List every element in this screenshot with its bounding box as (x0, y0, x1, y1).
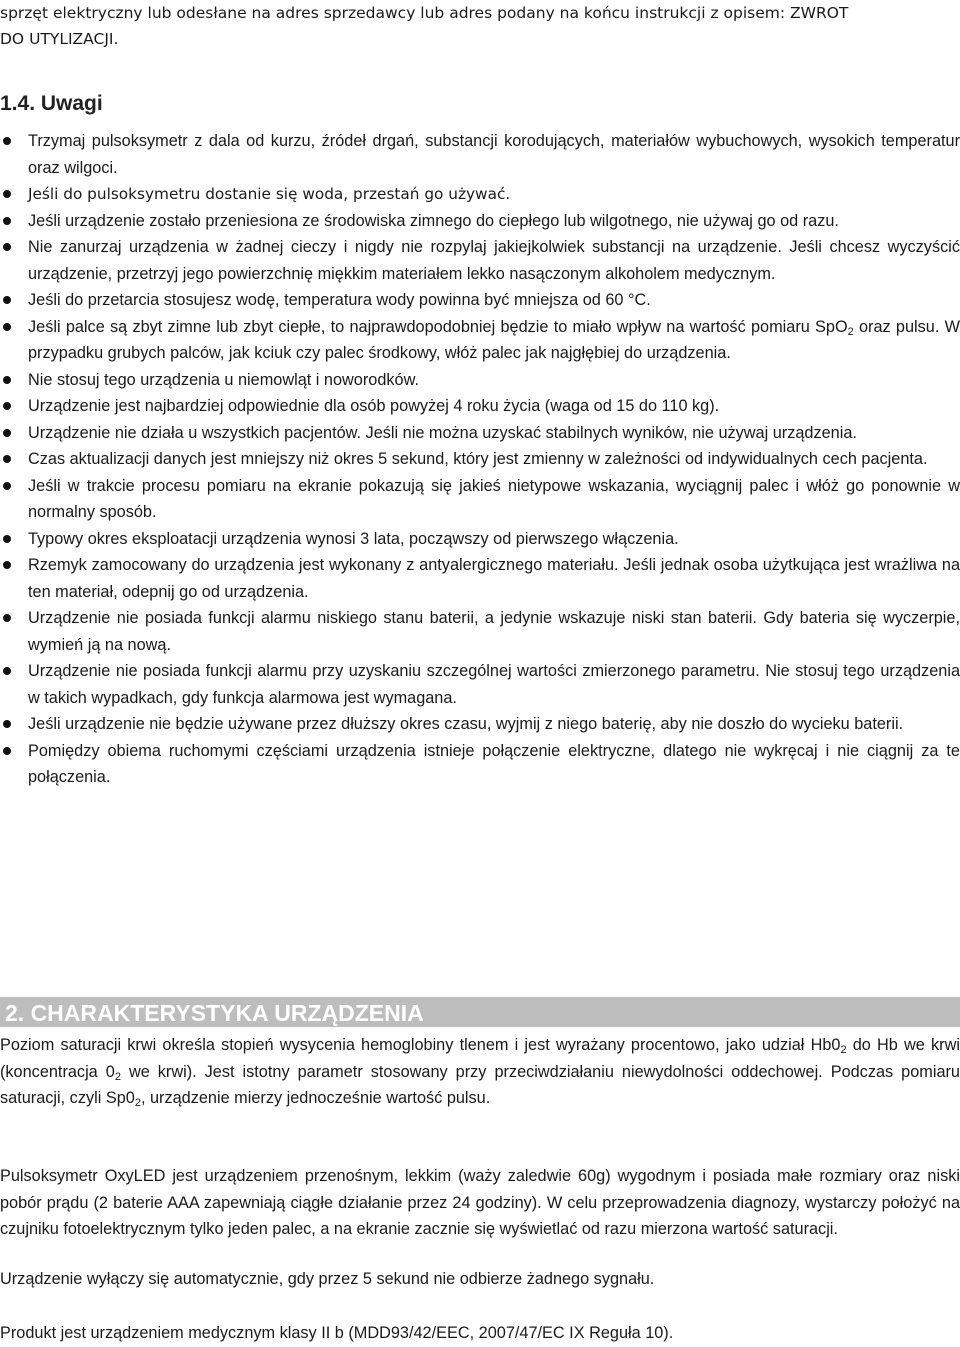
list-item: Rzemyk zamocowany do urządzenia jest wykonany z antyalergicznego materiału. Jeśli jednak osoba użytkująca jest wrażliwa na ten materiał, odepnij go od urządzenia. (0, 552, 960, 605)
bullet-icon (3, 667, 11, 675)
bullet-icon (3, 720, 11, 728)
list-item: Typowy okres eksploatacji urządzenia wynosi 3 lata, począwszy od pierwszego włączenia. (0, 526, 960, 553)
intro-line-2: DO UTYLIZACJI. (0, 30, 119, 48)
section-2-heading-bar (0, 997, 960, 1027)
bullet-icon (3, 402, 11, 410)
bullet-icon (3, 429, 11, 437)
list-item: Urządzenie nie posiada funkcji alarmu przy uzyskaniu szczególnej wartości zmierzonego parametru. Nie stosuj tego urządzenia w takich wypadkach, gdy funkcja alarmowa jest wymagana. (0, 658, 960, 711)
list-item: Nie zanurzaj urządzenia w żadnej cieczy i nigdy nie rozpylaj jakiejkolwiek substancji na urządzenie. Jeśli chcesz wyczyścić urządzenie, przetrzyj jego powierzchnię miękkim materiałem lekko nasączonym alkoholem medycznym. (0, 234, 960, 287)
list-item: Jeśli urządzenie nie będzie używane przez dłuższy okres czasu, wyjmij z niego baterię, aby nie doszło do wycieku baterii. (0, 711, 960, 738)
bullet-icon (3, 323, 11, 331)
bullet-icon (3, 747, 11, 755)
list-item: Czas aktualizacji danych jest mniejszy niż okres 5 sekund, który jest zmienny w zależności od indywidualnych cech pacjenta. (0, 446, 960, 473)
warnings-list (0, 128, 960, 791)
list-item: Jeśli w trakcie procesu pomiaru na ekranie pokazują się jakieś nietypowe wskazania, wyciągnij palec i włóż go ponownie w normalny sposób. (0, 473, 960, 526)
intro-line-1: sprzęt elektryczny lub odesłane na adres sprzedawcy lub adres podany na końcu instrukcji z opisem: ZWROT (0, 4, 849, 22)
bullet-icon (3, 614, 11, 622)
bullet-icon (3, 535, 11, 543)
paragraph-saturation: Poziom saturacji krwi określa stopień wysycenia hemoglobiny tlenem i jest wyrażany procentowo, jako udział $Hb0_2$ do Hb we krwi (koncentracja $0_2$ we krwi). Jest istotny parametr stosowany przy przeciwdziałaniu niewydolności oddechowej. Podczas pomiaru saturacji, czyli $Sp0_2$, urządzenie mierzy jednocześnie wartość pulsu. (0, 1036, 960, 1109)
bullet-icon (3, 376, 11, 384)
section-title: Uwagi (40, 92, 103, 115)
bullet-icon (3, 190, 11, 198)
list-item: Jeśli do pulsoksymetru dostanie się woda, przestań go używać. (0, 181, 960, 208)
list-item: Urządzenie nie posiada funkcji alarmu niskiego stanu baterii, a jedynie wskazuje niski stan baterii. Gdy bateria się wyczerpie, wymień ją na nową. (0, 605, 960, 658)
bullet-icon (3, 217, 11, 225)
list-item: Urządzenie nie działa u wszystkich pacjentów. Jeśli nie można uzyskać stabilnych wyników, nie używaj urządzenia. (0, 420, 960, 447)
section-number: 1.4. (0, 92, 36, 115)
bullet-icon (3, 243, 11, 251)
intro-text (0, 0, 960, 52)
list-item: Jeśli do przetarcia stosujesz wodę, temperatura wody powinna być mniejsza od 60 °C. (0, 287, 960, 314)
section-1-4-heading (0, 92, 103, 116)
paragraph-device-description: Pulsoksymetr OxyLED jest urządzeniem przenośnym, lekkim (waży zaledwie 60g) wygodnym i posiada małe rozmiary oraz niski pobór prądu (2 baterie AAA zapewniają ciągłe działanie przez 24 godziny). W celu przeprowadzenia diagnozy, wystarczy położyć na czujniku fotoelektrycznym tylko jeden palec, a na ekranie zacznie się wyświetlać od razu mierzona wartość saturacji. (0, 1167, 960, 1238)
bullet-icon (3, 455, 11, 463)
bullet-icon (3, 561, 11, 569)
list-item: Pomiędzy obiema ruchomymi częściami urządzenia istnieje połączenie elektryczne, dlatego nie wykręcaj i nie ciągnij za te połączenia. (0, 738, 960, 791)
bullet-icon (3, 482, 11, 490)
paragraph-auto-off: Urządzenie wyłączy się automatycznie, gdy przez 5 sekund nie odbierze żadnego sygnału. (0, 1270, 655, 1288)
list-item: Nie stosuj tego urządzenia u niemowląt i noworodków. (0, 367, 960, 394)
paragraph-medical-class: Produkt jest urządzeniem medycznym klasy II b (MDD93/42/EEC, 2007/47/EC IX Reguła 10). (0, 1324, 674, 1342)
list-item: Trzymaj pulsoksymetr z dala od kurzu, źródeł drgań, substancji korodujących, materiałów wybuchowych, wysokich temperatur oraz wilgoci. (0, 128, 960, 181)
list-item: Jeśli urządzenie zostało przeniesiona ze środowiska zimnego do ciepłego lub wilgotnego, nie używaj go od razu. (0, 208, 960, 235)
list-item: Jeśli palce są zbyt zimne lub zbyt ciepłe, to najprawdopodobniej będzie to miało wpływ na wartość pomiaru SpO$_2$ oraz pulsu. W przypadku grubych palców, jak kciuk czy palec środkowy, włóż palec jak najgłębiej do urządzenia. (0, 314, 960, 367)
section-2-title: 2. CHARAKTERYSTYKA URZĄDZENIA (5, 1000, 424, 1026)
bullet-icon (3, 137, 11, 145)
bullet-icon (3, 296, 11, 304)
list-item: Urządzenie jest najbardziej odpowiednie dla osób powyżej 4 roku życia (waga od 15 do 110 kg). (0, 393, 960, 420)
